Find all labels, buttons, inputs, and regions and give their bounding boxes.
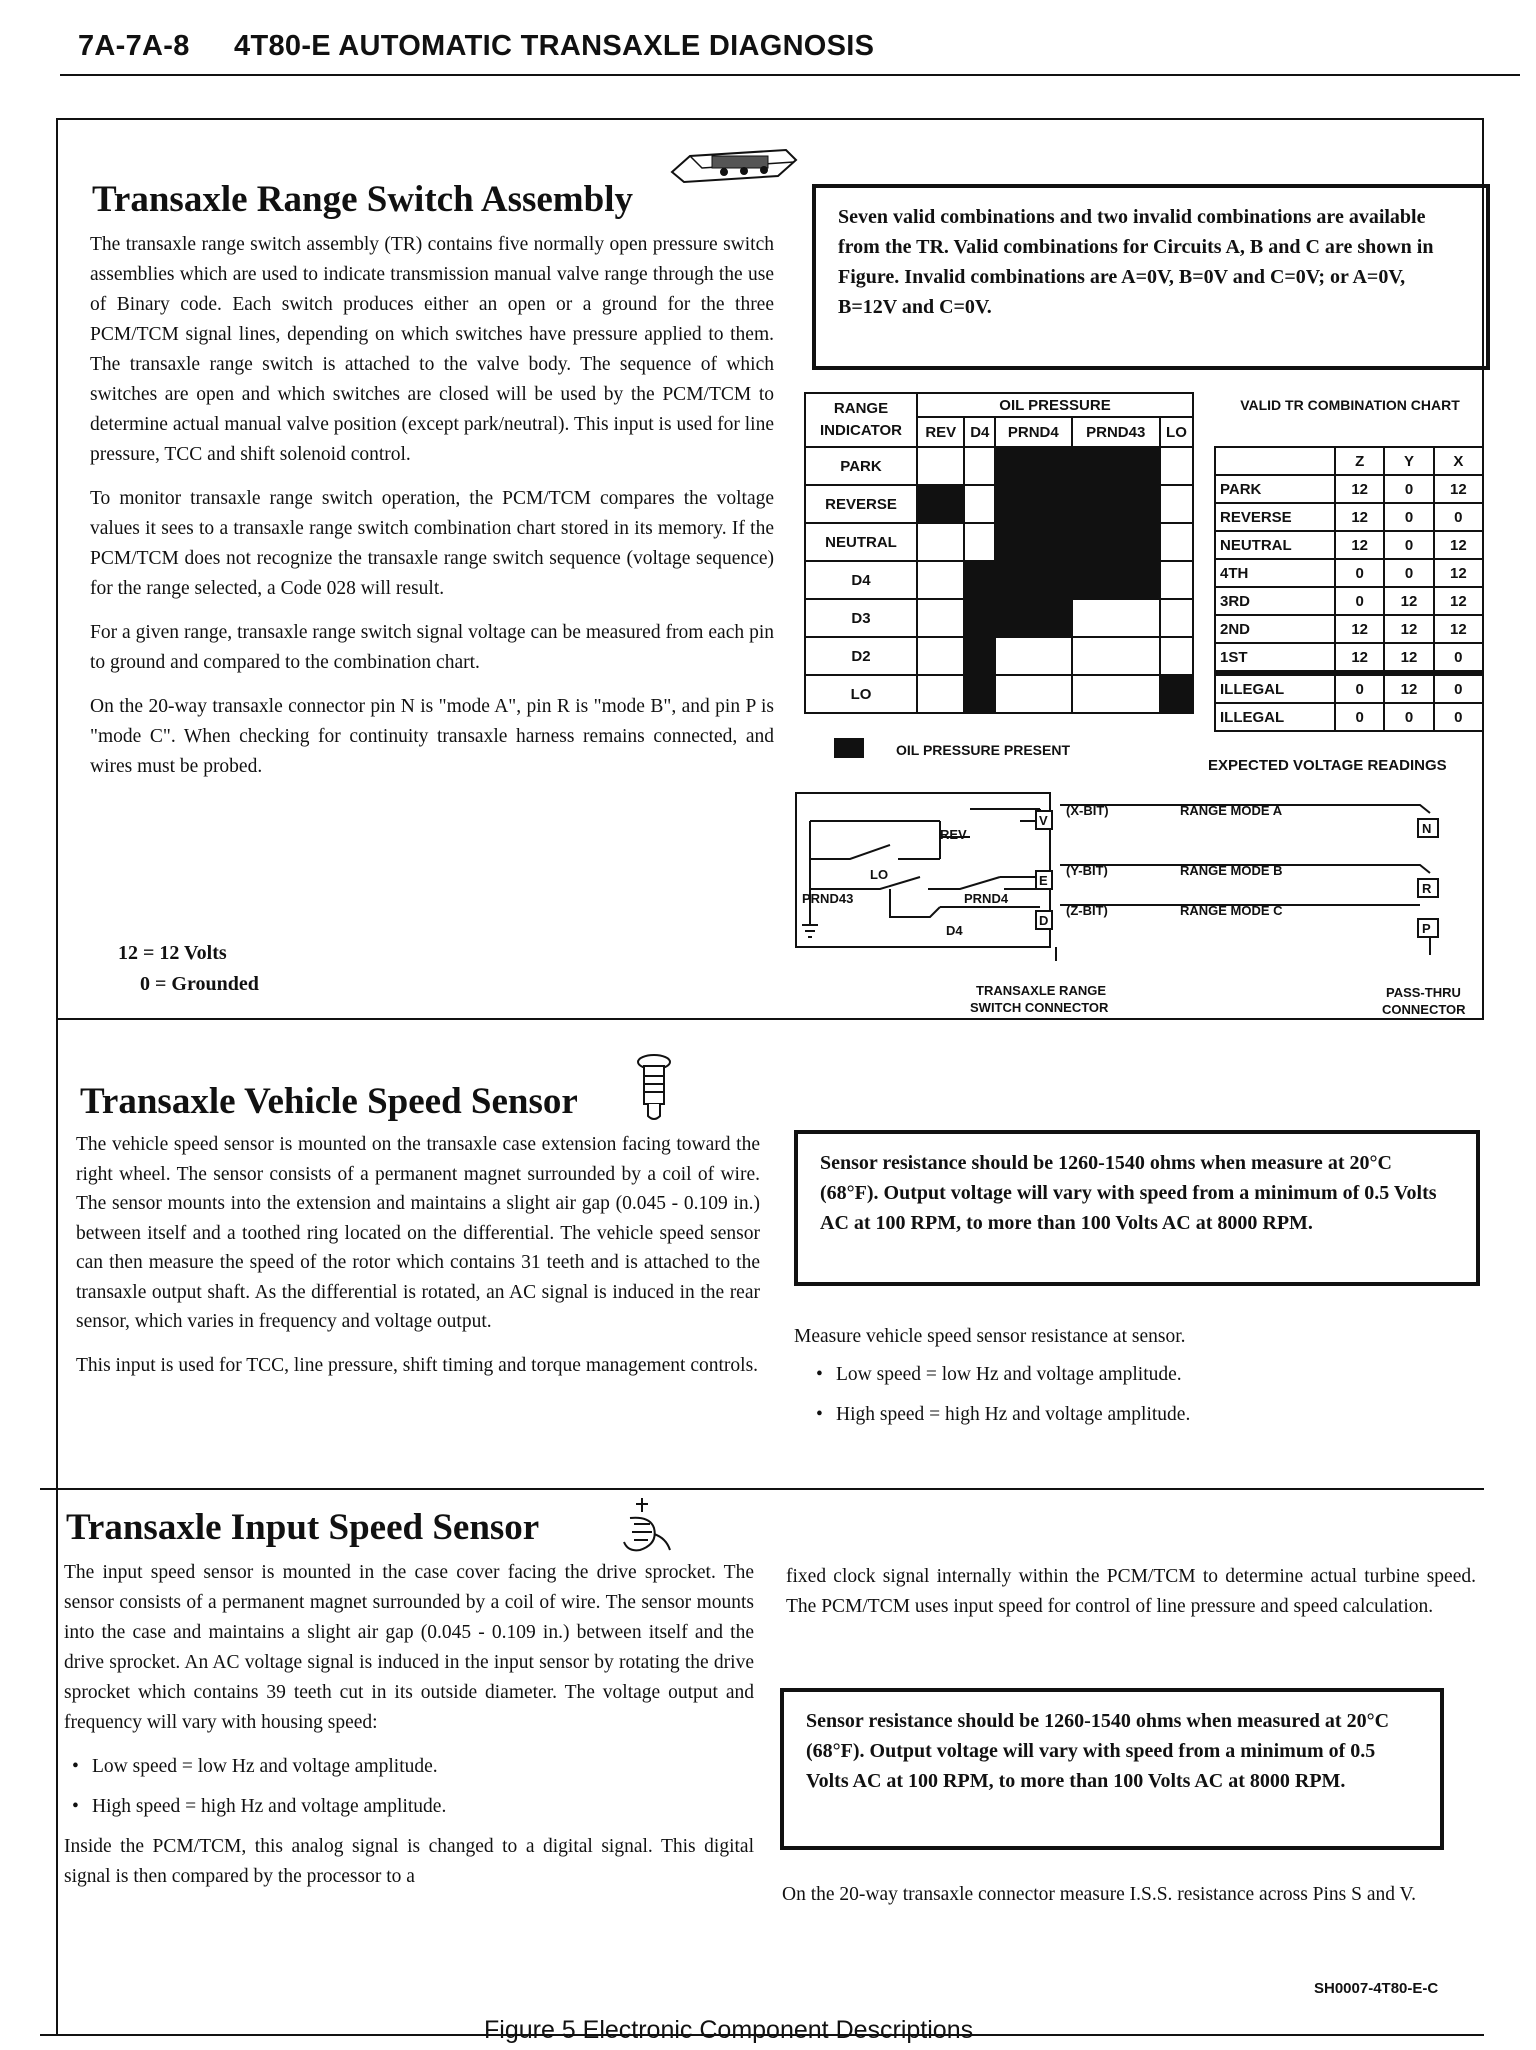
tr-row-illegal (1215, 703, 1483, 731)
section-divider-2 (40, 1488, 1484, 1490)
oil-pressure-cell (995, 561, 1071, 599)
iss-paragraph-3: fixed clock signal internally within the PCM/TCM to determine actual turbine speed. The PCM/TCM uses input speed for control of line pressure and speed calculation. (786, 1566, 1476, 1617)
oil-row-d2 (805, 637, 1193, 675)
oil-row-label: REVERSE (805, 485, 917, 523)
schematic-pin-n: N (1422, 821, 1432, 836)
tr-chart-corner (1215, 447, 1335, 475)
frame-left-border (56, 118, 58, 2036)
iss-body-left (64, 1558, 754, 1906)
tr-value-y: 0 (1384, 503, 1433, 531)
vss-measure-text: Measure vehicle speed sensor resistance at sensor. (794, 1326, 1186, 1347)
iss-note-box: Sensor resistance should be 1260-1540 ohms when measured at 20°C (68°F). Output voltage will vary with speed from a minimum of 0.5 Volts AC at 100 RPM, to more than 100 Volts AC at 8000 RPM. (780, 1688, 1444, 1850)
oil-row-d3 (805, 599, 1193, 637)
oil-pressure-cell (917, 561, 964, 599)
oil-col-header-prnd4: PRND4 (995, 417, 1071, 447)
input-speed-sensor-icon (610, 1494, 680, 1564)
range-switch-paragraph-3: For a given range, transaxle range switch signal voltage can be measured from each pin to ground and compared to the combination chart. (90, 622, 774, 673)
oil-pressure-cell (995, 599, 1071, 637)
schematic-prnd43-label: PRND43 (802, 891, 854, 906)
vehicle-speed-sensor-icon (626, 1050, 682, 1126)
tr-combination-chart (1214, 446, 1484, 732)
schematic-pin-e: E (1039, 873, 1048, 888)
tr-row-label: 3RD (1215, 587, 1335, 615)
oil-pressure-cell (995, 675, 1071, 713)
tr-row-neutral (1215, 531, 1483, 559)
indicator-header-label: INDICATOR (820, 422, 902, 439)
oil-row-label: PARK (805, 447, 917, 485)
oil-pressure-cell (995, 523, 1071, 561)
tr-row-park (1215, 475, 1483, 503)
range-switch-note-box: Seven valid combinations and two invalid combinations are available from the TR. Valid combinations for Circuits A, B and C are shown in Figure. Invalid combinations are A=0V, B=0V and C=0V; or A=0V, B=12V and C=0V. (812, 184, 1490, 370)
schematic-zbit-label: (Z-BIT) (1066, 903, 1108, 918)
oil-pressure-cell (1160, 561, 1193, 599)
oil-row-neutral (805, 523, 1193, 561)
schematic-pin-v: V (1039, 813, 1048, 828)
tr-row-label: 1ST (1215, 643, 1335, 673)
schematic-d4-label: D4 (946, 923, 963, 938)
oil-row-label: NEUTRAL (805, 523, 917, 561)
vss-note-box: Sensor resistance should be 1260-1540 ohms when measure at 20°C (68°F). Output voltage will vary with speed from a minimum of 0.5 Volts AC at 100 RPM, to more than 100 Volts AC at 8000 RPM. (794, 1130, 1480, 1286)
oil-pressure-cell (964, 447, 995, 485)
pass-thru-label-2: CONNECTOR (1382, 1002, 1466, 1017)
tr-chart-header-row (1215, 447, 1483, 475)
tr-value-z: 12 (1335, 615, 1384, 643)
oil-pressure-cell (1160, 523, 1193, 561)
vss-paragraph-2: This input is used for TCC, line pressure, shift timing and torque management controls. (76, 1354, 759, 1376)
tr-row-4th (1215, 559, 1483, 587)
schematic-pin-r: R (1422, 881, 1432, 896)
range-switch-component-icon (668, 142, 800, 192)
schematic-pin-d: D (1039, 913, 1049, 928)
tr-row-1st (1215, 643, 1483, 673)
oil-pressure-table (804, 392, 1194, 714)
tr-col-header-y: Y (1384, 447, 1433, 475)
oil-pressure-cell (964, 561, 995, 599)
oil-pressure-cell (995, 447, 1071, 485)
range-switch-title: Transaxle Range Switch Assembly (92, 179, 633, 220)
tr-col-header-x: X (1434, 447, 1483, 475)
tr-value-z: 0 (1335, 587, 1384, 615)
oil-pressure-cell (1160, 447, 1193, 485)
tr-value-z: 0 (1335, 703, 1384, 731)
iss-paragraph-1: The input speed sensor is mounted in the case cover facing the drive sprocket. The sensor consists of a permanent magnet surrounded by a coil of wire. The sensor mounts into the case and maintains a slight air gap (0.045 - 0.109 in.) between itself and the drive sprocket. An AC voltage signal is induced in the input sensor by rotating the drive sprocket which contains 39 teeth cut in its outside diameter. The voltage output and frequency will vary with housing speed: (64, 1562, 754, 1733)
range-switch-paragraph-2: To monitor transaxle range switch operation, the PCM/TCM compares the voltage values it sees to a transaxle range switch combination chart stored in its memory. If the PCM/TCM does not recognize the transaxle range switch sequence (voltage sequence) for the range selected, a Code 028 will result. (90, 488, 774, 599)
tr-col-header-z: Z (1335, 447, 1384, 475)
tr-row-label: 4TH (1215, 559, 1335, 587)
oil-pressure-cell (995, 485, 1071, 523)
oil-pressure-cell (964, 599, 995, 637)
oil-pressure-cell (1072, 637, 1160, 675)
iss-bullet-high: • High speed = high Hz and voltage amplitude. (64, 1792, 754, 1822)
range-indicator-header (805, 393, 917, 447)
tr-value-x: 12 (1434, 475, 1483, 503)
oil-col-header-d4: D4 (964, 417, 995, 447)
oil-row-label: LO (805, 675, 917, 713)
tr-value-y: 0 (1384, 703, 1433, 731)
oil-pressure-cell (917, 485, 964, 523)
tr-chart-title: VALID TR COMBINATION CHART (1240, 397, 1460, 413)
tr-row-reverse (1215, 503, 1483, 531)
tr-value-x: 12 (1434, 615, 1483, 643)
tr-value-x: 12 (1434, 559, 1483, 587)
oil-pressure-cell (1072, 675, 1160, 713)
schematic-pin-p: P (1422, 921, 1431, 936)
oil-col-header-prnd43: PRND43 (1072, 417, 1160, 447)
tr-value-x: 0 (1434, 673, 1483, 703)
vss-paragraph-1: The vehicle speed sensor is mounted on the transaxle case extension facing toward the right wheel. The sensor consists of a permanent magnet surrounded by a coil of wire. The sensor mounts into the extension and maintains a slight air gap (0.045 - 0.109 in.) between itself and a toothed ring located on the differential. The vehicle speed sensor can then measure the speed of the rotor which contains 31 teeth and is attached to the transaxle output shaft. As the differential is rotated, an AC signal is induced in the rear sensor, which varies in frequency and voltage output. (76, 1134, 760, 1332)
tr-value-y: 12 (1384, 643, 1433, 673)
tr-value-x: 0 (1434, 643, 1483, 673)
tr-row-label: 2ND (1215, 615, 1335, 643)
pass-thru-label-1: PASS-THRU (1386, 985, 1461, 1000)
vss-bullet-list (808, 1360, 1468, 1440)
oil-pressure-legend-swatch (834, 738, 864, 758)
tr-value-z: 12 (1335, 503, 1384, 531)
tr-row-label: REVERSE (1215, 503, 1335, 531)
range-switch-paragraph-1: The transaxle range switch assembly (TR) contains five normally open pressure switch assemblies which are used to indicate transmission manual valve range through the use of Binary code. Each switch produces either an open or a ground for the three PCM/TCM signal lines, depending on which switches have pressure applied to them. The transaxle range switch is attached to the valve body. The sequence of which switches are open and which switches are closed will be used by the PCM/TCM to determine actual manual valve position (except park/neutral). This input is used for line pressure, TCC and shift solenoid control. (90, 234, 774, 465)
oil-pressure-cell (917, 675, 964, 713)
oil-pressure-cell (917, 637, 964, 675)
header-rule (60, 74, 1520, 76)
tr-row-2nd (1215, 615, 1483, 643)
vss-title: Transaxle Vehicle Speed Sensor (80, 1081, 578, 1122)
tr-row-label: PARK (1215, 475, 1335, 503)
vss-body (76, 1130, 760, 1394)
schematic-mode-a-label: RANGE MODE A (1180, 803, 1283, 818)
tr-row-label: NEUTRAL (1215, 531, 1335, 559)
schematic-mode-b-label: RANGE MODE B (1180, 863, 1283, 878)
oil-pressure-cell (1072, 599, 1160, 637)
oil-pressure-cell (1160, 675, 1193, 713)
figure-code: SH0007-4T80-E-C (1314, 1980, 1439, 1997)
oil-row-park (805, 447, 1193, 485)
oil-row-lo (805, 675, 1193, 713)
tr-value-y: 12 (1384, 673, 1433, 703)
oil-row-reverse (805, 485, 1193, 523)
page-title: 4T80-E AUTOMATIC TRANSAXLE DIAGNOSIS (234, 30, 875, 62)
tr-chart-caption: EXPECTED VOLTAGE READINGS (1208, 757, 1447, 774)
schematic-rev-label: REV (940, 827, 967, 842)
oil-row-d4 (805, 561, 1193, 599)
iss-title: Transaxle Input Speed Sensor (66, 1507, 540, 1548)
oil-pressure-cell (964, 485, 995, 523)
tr-row-3rd (1215, 587, 1483, 615)
tr-value-x: 0 (1434, 703, 1483, 731)
tr-row-illegal (1215, 673, 1483, 703)
page-reference: 7A-7A-8 (78, 30, 190, 62)
iss-paragraph-2: Inside the PCM/TCM, this analog signal is changed to a digital signal. This digital signal is then compared by the processor to a (64, 1836, 754, 1887)
tr-row-label: ILLEGAL (1215, 673, 1335, 703)
schematic-prnd4-label: PRND4 (964, 891, 1009, 906)
legend-grounded: 0 = Grounded (140, 973, 259, 995)
tr-value-y: 0 (1384, 531, 1433, 559)
oil-row-label: D4 (805, 561, 917, 599)
tr-value-z: 12 (1335, 475, 1384, 503)
oil-pressure-cell (1072, 485, 1160, 523)
vss-bullet-low: • Low speed = low Hz and voltage amplitude. (808, 1360, 1468, 1390)
tr-value-y: 12 (1384, 587, 1433, 615)
oil-pressure-cell (1072, 447, 1160, 485)
oil-pressure-cell (917, 599, 964, 637)
oil-pressure-legend-label: OIL PRESSURE PRESENT (896, 742, 1071, 758)
tr-value-y: 0 (1384, 475, 1433, 503)
section-divider-1 (56, 1018, 1484, 1020)
oil-pressure-cell (964, 675, 995, 713)
schematic-xbit-label: (X-BIT) (1066, 803, 1109, 818)
page-header (78, 30, 874, 63)
range-switch-paragraph-4: On the 20-way transaxle connector pin N is "mode A", pin R is "mode B", and pin P is "mode C". When checking for continuity transaxle harness remains connected, and wires must be probed. (90, 696, 774, 777)
schematic-mode-c-label: RANGE MODE C (1180, 903, 1283, 918)
oil-pressure-cell (1160, 599, 1193, 637)
frame-top-border (56, 118, 1484, 120)
oil-row-label: D3 (805, 599, 917, 637)
tr-value-y: 12 (1384, 615, 1433, 643)
range-header-label: RANGE (833, 400, 889, 417)
oil-pressure-cell (1072, 523, 1160, 561)
range-switch-schematic (790, 785, 1490, 1025)
schematic-lo-label: LO (870, 867, 889, 882)
oil-pressure-cell (917, 523, 964, 561)
iss-bullet-list (64, 1752, 754, 1822)
oil-pressure-cell (1072, 561, 1160, 599)
oil-pressure-cell (917, 447, 964, 485)
oil-pressure-cell (964, 523, 995, 561)
oil-pressure-cell (995, 637, 1071, 675)
tr-connector-label-1: TRANSAXLE RANGE (976, 983, 1107, 998)
legend-12-volts: 12 = 12 Volts (118, 942, 227, 964)
oil-col-header-rev: REV (917, 417, 964, 447)
vss-bullet-high: • High speed = high Hz and voltage amplitude. (808, 1400, 1468, 1430)
tr-value-z: 0 (1335, 673, 1384, 703)
iss-bullet-low: • Low speed = low Hz and voltage amplitude. (64, 1752, 754, 1782)
tr-value-z: 12 (1335, 531, 1384, 559)
iss-measure-text: On the 20-way transaxle connector measure I.S.S. resistance across Pins S and V. (782, 1884, 1416, 1905)
tr-connector-label-2: SWITCH CONNECTOR (970, 1000, 1109, 1015)
oil-pressure-cell (1160, 637, 1193, 675)
oil-pressure-header: OIL PRESSURE (917, 393, 1193, 417)
tr-value-x: 0 (1434, 503, 1483, 531)
tr-value-z: 12 (1335, 643, 1384, 673)
tr-value-y: 0 (1384, 559, 1433, 587)
figure-caption: Figure 5 Electronic Component Descriptions (484, 2016, 974, 2044)
tr-value-z: 0 (1335, 559, 1384, 587)
oil-col-header-lo: LO (1160, 417, 1193, 447)
oil-pressure-cell (964, 637, 995, 675)
tr-value-x: 12 (1434, 531, 1483, 559)
tr-value-x: 12 (1434, 587, 1483, 615)
oil-pressure-cell (1160, 485, 1193, 523)
oil-row-label: D2 (805, 637, 917, 675)
tr-row-label: ILLEGAL (1215, 703, 1335, 731)
range-switch-body (90, 230, 774, 796)
schematic-ybit-label: (Y-BIT) (1066, 863, 1108, 878)
